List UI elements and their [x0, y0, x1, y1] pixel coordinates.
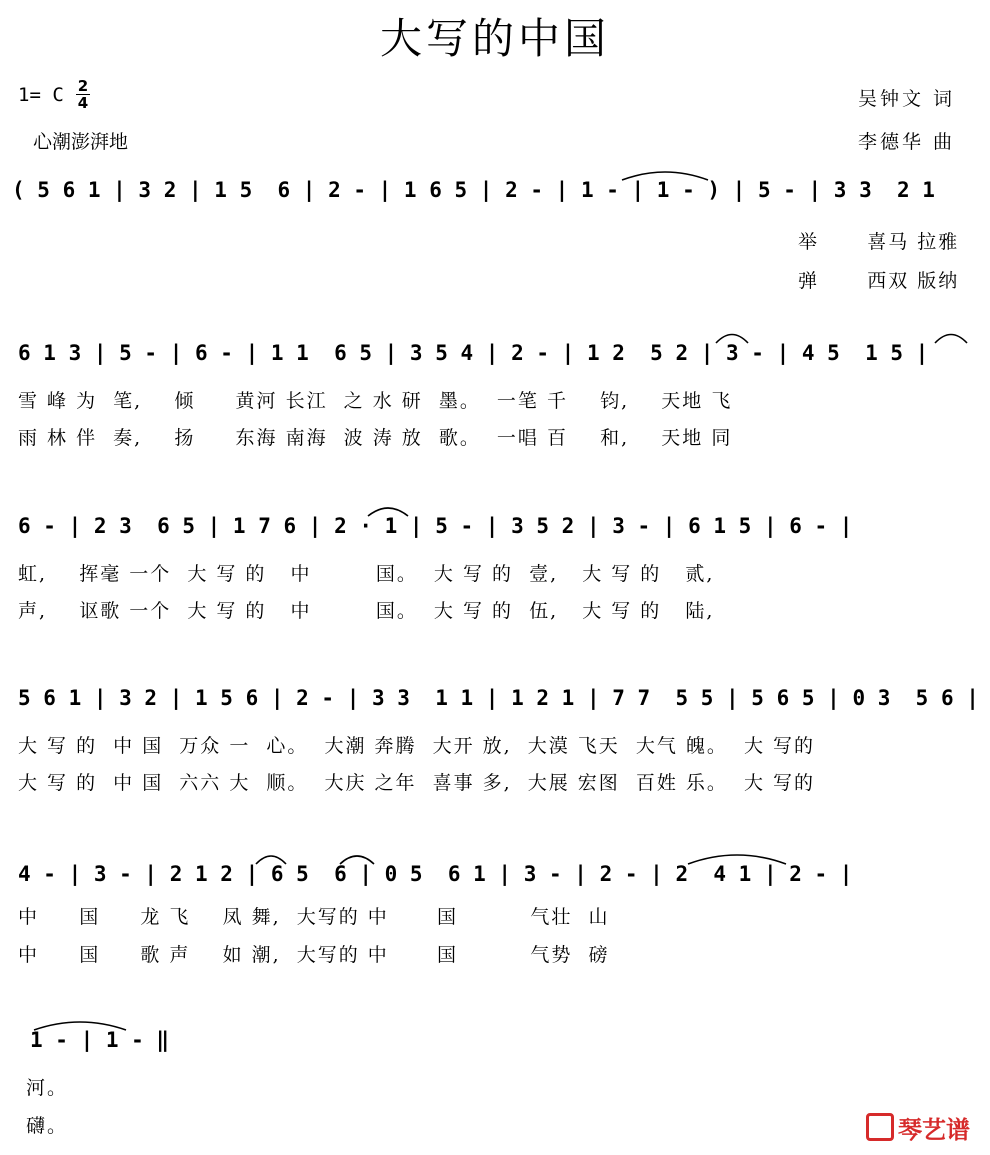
- logo-icon: [866, 1113, 894, 1141]
- song-title: 大写的中国: [379, 14, 610, 63]
- lyric-text: 礴。: [26, 1115, 69, 1137]
- notation-text: 1 - | 1 - ‖: [30, 1028, 170, 1052]
- lyric-line-6-verse-1: [0, 1073, 990, 1099]
- notation-text: 6 1 3 | 5 - | 6 - | 1 1 6 5 | 3 5 4 | 2 - | 1 2 5 2 | 3 - | 4 5 1 5 |: [18, 341, 929, 365]
- notation-text: 5 6 1 | 3 2 | 1 5 6 | 2 - | 3 3 1 1 | 1 2 1 | 7 7 5 5 | 5 6 5 | 0 3 5 6 |: [18, 686, 979, 710]
- notation-line-2: [0, 341, 990, 381]
- lyric-line-1-verse-2: [0, 266, 990, 292]
- lyric-text: 弹 西双 版纳: [798, 270, 960, 292]
- lyric-text: 雪 峰 为 笔, 倾 黄河 长江 之 水 研 墨。 一笔 千 钧, 天地 飞: [18, 390, 733, 412]
- lyric-line-1-verse-1: [0, 227, 990, 253]
- notation-text: 4 - | 3 - | 2 1 2 | 6 5 6 | 0 5 6 1 | 3 - | 2 - | 2 4 1 | 2 - |: [18, 862, 853, 886]
- lyric-line-6-verse-2: [0, 1111, 990, 1137]
- site-watermark: [866, 1110, 970, 1145]
- lyric-text: 河。: [26, 1077, 69, 1099]
- lyric-line-5-verse-2: [0, 940, 990, 966]
- lyric-text: 虹, 挥毫 一个 大 写 的 中 国。 大 写 的 壹, 大 写 的 贰,: [18, 563, 715, 585]
- lyric-line-4-verse-1: [0, 731, 990, 757]
- time-signature-denominator: 4: [77, 94, 89, 112]
- lyricist-credit: 吴钟文 词: [858, 88, 956, 110]
- lyric-text: 声, 讴歌 一个 大 写 的 中 国。 大 写 的 伍, 大 写 的 陆,: [18, 600, 715, 622]
- lyric-text: 大 写 的 中 国 六六 大 顺。 大庆 之年 喜事 多, 大展 宏图 百姓 乐。 大 写的: [18, 772, 816, 794]
- lyric-text: 雨 林 伴 奏, 扬 东海 南海 波 涛 放 歌。 一唱 百 和, 天地 同: [18, 427, 733, 449]
- notation-line-4: [0, 686, 990, 726]
- notation-line-5: [0, 862, 990, 902]
- lyric-text: 举 喜马 拉雅: [798, 231, 960, 253]
- lyric-text: 中 国 歌 声 如 潮, 大写的 中 国 气势 磅: [18, 944, 610, 966]
- composer-credit: 李德华 曲: [858, 131, 956, 153]
- key-signature: 1= C: [18, 84, 64, 106]
- notation-text: ( 5 6 1 | 3 2 | 1 5 6 | 2 - | 1 6 5 | 2 - | 1 - | 1 - ) | 5 - | 3 3 2 1: [12, 178, 935, 202]
- notation-line-3: [0, 514, 990, 554]
- notation-line-1: [0, 178, 990, 218]
- lyric-line-2-verse-2: [0, 423, 990, 449]
- time-signature: [76, 78, 90, 111]
- lyric-line-3-verse-1: [0, 559, 990, 585]
- lyric-line-2-verse-1: [0, 386, 990, 412]
- time-signature-numerator: 2: [77, 77, 89, 95]
- lyric-line-4-verse-2: [0, 768, 990, 794]
- watermark-text: 琴艺谱: [898, 1116, 970, 1144]
- lyric-line-5-verse-1: [0, 902, 990, 928]
- lyric-text: 大 写 的 中 国 万众 一 心。 大潮 奔腾 大开 放, 大漠 飞天 大气 魄。 大 写的: [18, 735, 816, 757]
- expression-marking: 心潮澎湃地: [33, 131, 129, 153]
- lyric-text: 中 国 龙 飞 凤 舞, 大写的 中 国 气壮 山: [18, 906, 610, 928]
- lyric-line-3-verse-2: [0, 596, 990, 622]
- notation-line-6: [0, 1028, 990, 1068]
- notation-text: 6 - | 2 3 6 5 | 1 7 6 | 2 · 1 | 5 - | 3 5 2 | 3 - | 6 1 5 | 6 - |: [18, 514, 853, 538]
